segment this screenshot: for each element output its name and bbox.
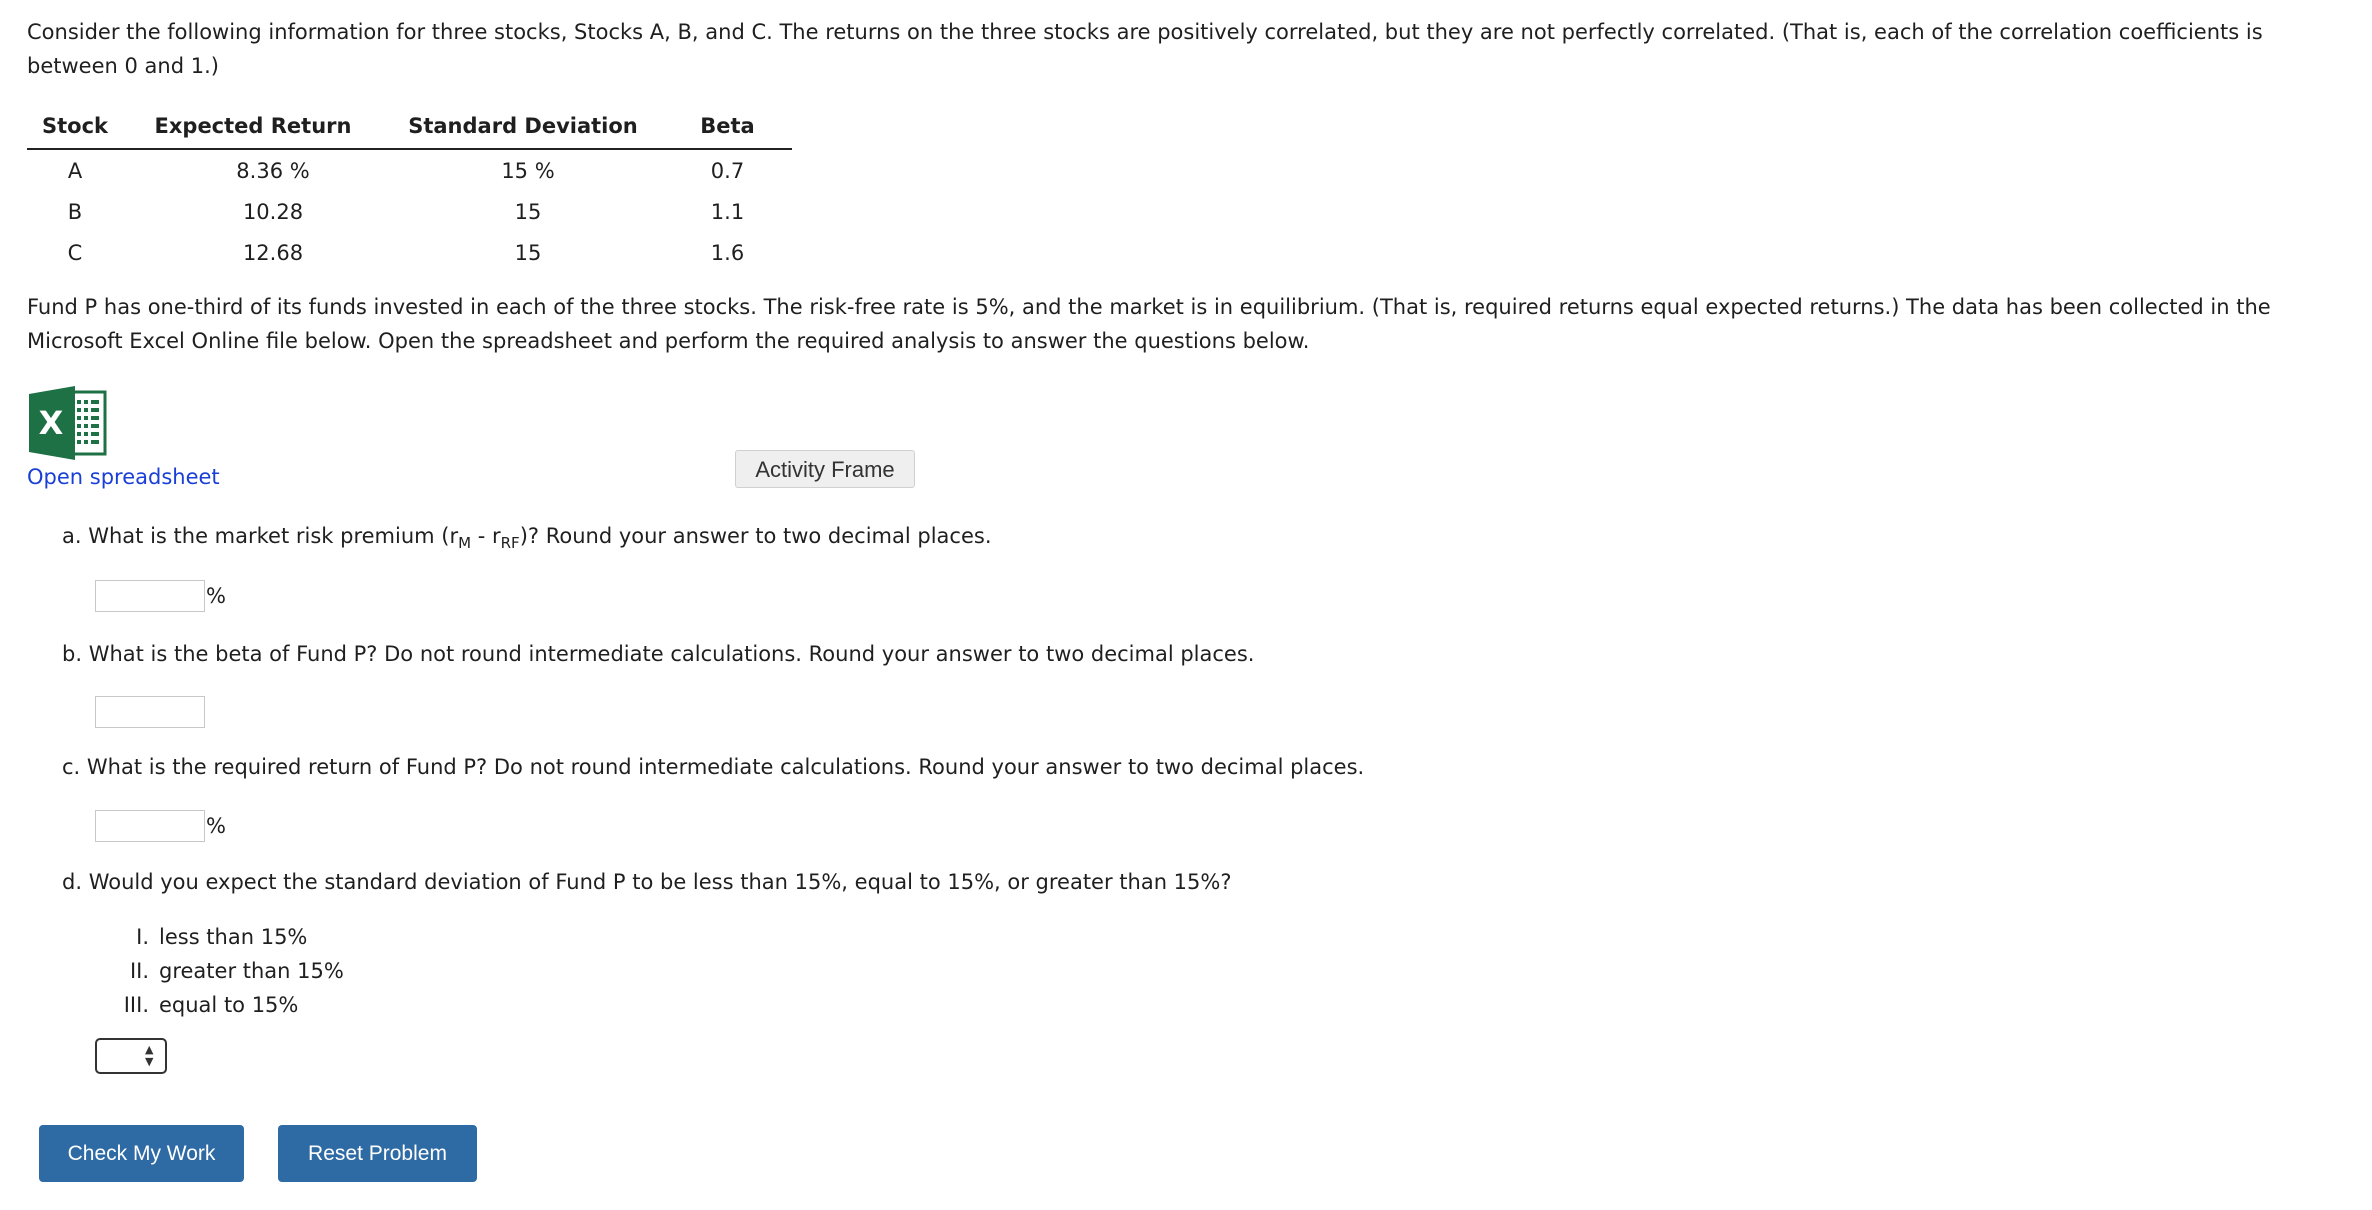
question-c	[62, 750, 1364, 784]
subscript-m: M	[458, 534, 472, 553]
question-a-text-before: What is the market risk premium (r	[88, 524, 459, 548]
question-a-text-after: )? Round your answer to two decimal places.	[519, 524, 992, 548]
cell-stock: B	[67, 199, 83, 224]
answer-b-input[interactable]	[95, 696, 205, 728]
table-row	[27, 232, 792, 273]
option-number: I.	[136, 925, 149, 949]
option-label: equal to 15%	[159, 993, 299, 1017]
answer-c-input[interactable]	[95, 810, 205, 842]
question-d	[62, 865, 1232, 899]
question-b	[62, 637, 1254, 671]
cell-beta: 0.7	[710, 158, 745, 183]
question-c-text: What is the required return of Fund P? Do not round intermediate calculations. Round your answer to two decimal places.	[86, 755, 1365, 779]
answer-c-unit: %	[206, 814, 226, 838]
question-b-prefix: b.	[62, 642, 83, 666]
stock-table	[27, 104, 792, 273]
option-item	[103, 920, 307, 954]
option-label: less than 15%	[159, 925, 308, 949]
table-header-row	[27, 104, 792, 149]
header-expected-return: Expected Return	[123, 104, 383, 149]
select-arrows-icon: ▲ ▼	[145, 1043, 154, 1068]
cell-stock: A	[67, 158, 83, 183]
answer-a-input[interactable]	[95, 580, 205, 612]
open-spreadsheet-link[interactable]: Open spreadsheet	[27, 465, 220, 489]
header-standard-deviation: Standard Deviation	[383, 104, 663, 149]
cell-std-dev: 15	[514, 240, 542, 265]
question-b-text: What is the beta of Fund P? Do not round intermediate calculations. Round your answer to two decimal places.	[88, 642, 1255, 666]
header-stock: Stock	[27, 104, 123, 149]
cell-expected-return: 10.28	[242, 199, 304, 224]
cell-stock: C	[67, 240, 83, 265]
question-a-mid: - r	[471, 524, 501, 548]
option-number: III.	[123, 993, 149, 1017]
intro-text: Consider the following information for three stocks, Stocks A, B, and C. The returns on the three stocks are positively correlated, but they are not perfectly correlated. (That is, each of the correlation coefficients is between 0 and 1.)	[27, 20, 2263, 78]
cell-std-dev: 15	[514, 199, 542, 224]
option-item	[103, 954, 344, 988]
table-row	[27, 191, 792, 232]
fund-description: Fund P has one-third of its funds invested in each of the three stocks. The risk-free rate is 5%, and the market is in equilibrium. (That is, required returns equal expected returns.) The data has been collected in the Microsoft Excel Online file below. Open the spreadsheet and perform the required analysis to answer the questions below.	[27, 295, 2271, 353]
check-my-work-button[interactable]: Check My Work	[39, 1125, 244, 1182]
header-beta: Beta	[663, 104, 792, 149]
svg-text:X: X	[38, 404, 64, 442]
question-c-prefix: c.	[62, 755, 81, 779]
question-a	[62, 519, 992, 560]
answer-a-unit: %	[206, 584, 226, 608]
activity-frame-button[interactable]: Activity Frame	[735, 450, 915, 488]
cell-expected-return: 8.36 %	[236, 158, 310, 183]
question-a-prefix: a.	[62, 524, 82, 548]
option-label: greater than 15%	[159, 959, 344, 983]
option-number: II.	[129, 959, 149, 983]
cell-beta: 1.1	[710, 199, 745, 224]
question-d-prefix: d.	[62, 870, 83, 894]
answer-d-select[interactable]	[95, 1038, 167, 1074]
cell-beta: 1.6	[710, 240, 745, 265]
cell-expected-return: 12.68	[242, 240, 304, 265]
option-item	[103, 988, 298, 1022]
reset-problem-button[interactable]: Reset Problem	[278, 1125, 477, 1182]
cell-std-dev: 15 %	[501, 158, 555, 183]
question-d-text: Would you expect the standard deviation of Fund P to be less than 15%, equal to 15%, or greater than 15%?	[88, 870, 1232, 894]
excel-icon[interactable]	[27, 386, 109, 460]
table-row	[27, 149, 792, 191]
subscript-rf: RF	[500, 534, 520, 553]
